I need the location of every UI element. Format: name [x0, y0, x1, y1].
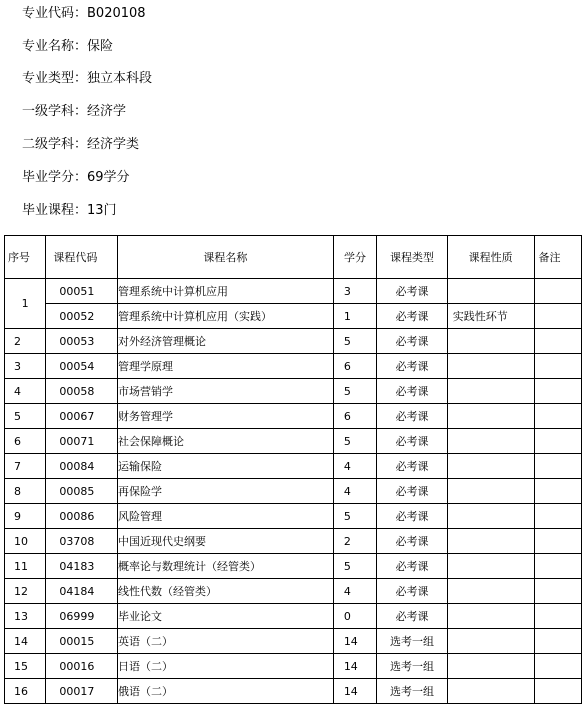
cell-code: 00015: [46, 629, 118, 654]
header-seq: 序号: [5, 236, 46, 279]
table-row: [5, 529, 582, 554]
cell-credit: 4: [333, 454, 376, 479]
table-row: [5, 554, 582, 579]
cell-credit: 5: [333, 329, 376, 354]
cell-note: [534, 654, 581, 679]
cell-note: [534, 279, 581, 304]
table-row: [5, 329, 582, 354]
cell-type: 选考一组: [377, 629, 448, 654]
table-row: [5, 429, 582, 454]
cell-type: 必考课: [377, 429, 448, 454]
cell-nature: [447, 579, 534, 604]
cell-code: 00086: [46, 504, 118, 529]
cell-note: [534, 554, 581, 579]
cell-credit: 0: [333, 604, 376, 629]
cell-seq: 12: [5, 579, 46, 604]
cell-note: [534, 454, 581, 479]
cell-seq: 4: [5, 379, 46, 404]
cell-nature: [447, 329, 534, 354]
table-row: [5, 479, 582, 504]
cell-nature: [447, 479, 534, 504]
cell-note: [534, 504, 581, 529]
cell-code: 04183: [46, 554, 118, 579]
cell-type: 必考课: [377, 554, 448, 579]
table-body: [5, 279, 582, 704]
header-type: 课程类型: [377, 236, 448, 279]
cell-seq: 6: [5, 429, 46, 454]
table-row: [5, 404, 582, 429]
course-table: [4, 235, 582, 704]
cell-type: 必考课: [377, 504, 448, 529]
cell-type: 必考课: [377, 329, 448, 354]
cell-seq: 10: [5, 529, 46, 554]
cell-credit: 14: [333, 629, 376, 654]
cell-nature: [447, 429, 534, 454]
cell-name: 线性代数（经管类）: [117, 579, 333, 604]
cell-credit: 5: [333, 379, 376, 404]
cell-nature: [447, 379, 534, 404]
table-row: [5, 354, 582, 379]
cell-name: 日语（二）: [117, 654, 333, 679]
cell-credit: 5: [333, 554, 376, 579]
cell-code: 00058: [46, 379, 118, 404]
info-major-code: 专业代码：B020108: [22, 6, 146, 21]
table-row: [5, 304, 582, 329]
header-name: 课程名称: [117, 236, 333, 279]
cell-seq: 15: [5, 654, 46, 679]
cell-code: 00051: [46, 279, 118, 304]
cell-type: 必考课: [377, 604, 448, 629]
cell-nature: [447, 504, 534, 529]
cell-name: 概率论与数理统计（经管类）: [117, 554, 333, 579]
cell-seq: 8: [5, 479, 46, 504]
cell-name: 市场营销学: [117, 379, 333, 404]
info-graduation-courses: 毕业课程：13门: [22, 203, 117, 218]
cell-type: 必考课: [377, 479, 448, 504]
cell-nature: [447, 554, 534, 579]
cell-type: 选考一组: [377, 654, 448, 679]
cell-note: [534, 529, 581, 554]
cell-note: [534, 679, 581, 704]
cell-name: 管理系统中计算机应用（实践）: [117, 304, 333, 329]
cell-name: 风险管理: [117, 504, 333, 529]
table-row: [5, 604, 582, 629]
cell-name: 俄语（二）: [117, 679, 333, 704]
cell-name: 英语（二）: [117, 629, 333, 654]
cell-seq: 3: [5, 354, 46, 379]
cell-type: 必考课: [377, 279, 448, 304]
header-nature: 课程性质: [447, 236, 534, 279]
cell-code: 06999: [46, 604, 118, 629]
cell-type: 必考课: [377, 354, 448, 379]
cell-credit: 14: [333, 654, 376, 679]
cell-nature: 实践性环节: [447, 304, 534, 329]
cell-credit: 5: [333, 504, 376, 529]
cell-credit: 3: [333, 279, 376, 304]
cell-note: [534, 479, 581, 504]
cell-name: 管理学原理: [117, 354, 333, 379]
cell-type: 必考课: [377, 454, 448, 479]
cell-credit: 1: [333, 304, 376, 329]
cell-seq: 9: [5, 504, 46, 529]
cell-type: 必考课: [377, 379, 448, 404]
cell-code: 00016: [46, 654, 118, 679]
cell-code: 00071: [46, 429, 118, 454]
cell-note: [534, 354, 581, 379]
cell-seq: 7: [5, 454, 46, 479]
header-code: 课程代码: [46, 236, 118, 279]
cell-credit: 4: [333, 579, 376, 604]
info-major-type: 专业类型：独立本科段: [22, 71, 153, 86]
info-graduation-credits: 毕业学分：69学分: [22, 170, 130, 185]
cell-type: 必考课: [377, 579, 448, 604]
cell-code: 00084: [46, 454, 118, 479]
cell-credit: 6: [333, 404, 376, 429]
cell-seq: 11: [5, 554, 46, 579]
cell-note: [534, 579, 581, 604]
cell-credit: 14: [333, 679, 376, 704]
cell-seq: 16: [5, 679, 46, 704]
cell-code: 00054: [46, 354, 118, 379]
cell-code: 03708: [46, 529, 118, 554]
table-row: [5, 279, 582, 304]
cell-nature: [447, 654, 534, 679]
cell-credit: 5: [333, 429, 376, 454]
cell-credit: 6: [333, 354, 376, 379]
table-row: [5, 579, 582, 604]
cell-credit: 4: [333, 479, 376, 504]
cell-nature: [447, 679, 534, 704]
cell-seq: 1: [5, 279, 46, 329]
cell-name: 管理系统中计算机应用: [117, 279, 333, 304]
table-row: [5, 629, 582, 654]
cell-note: [534, 329, 581, 354]
table-header-row: [5, 236, 582, 279]
header-credit: 学分: [333, 236, 376, 279]
cell-code: 00052: [46, 304, 118, 329]
cell-seq: 13: [5, 604, 46, 629]
cell-note: [534, 404, 581, 429]
info-major-name: 专业名称：保险: [22, 39, 114, 54]
cell-seq: 5: [5, 404, 46, 429]
info-primary-discipline: 一级学科：经济学: [22, 104, 127, 119]
cell-name: 社会保障概论: [117, 429, 333, 454]
cell-name: 运输保险: [117, 454, 333, 479]
cell-nature: [447, 454, 534, 479]
cell-code: 00085: [46, 479, 118, 504]
table-row: [5, 654, 582, 679]
cell-name: 对外经济管理概论: [117, 329, 333, 354]
cell-seq: 14: [5, 629, 46, 654]
cell-nature: [447, 529, 534, 554]
cell-name: 再保险学: [117, 479, 333, 504]
table-row: [5, 679, 582, 704]
cell-nature: [447, 354, 534, 379]
cell-note: [534, 429, 581, 454]
cell-nature: [447, 279, 534, 304]
cell-code: 00053: [46, 329, 118, 354]
cell-name: 财务管理学: [117, 404, 333, 429]
cell-credit: 2: [333, 529, 376, 554]
header-note: 备注: [534, 236, 581, 279]
cell-type: 必考课: [377, 529, 448, 554]
table-row: [5, 379, 582, 404]
cell-code: 04184: [46, 579, 118, 604]
cell-note: [534, 629, 581, 654]
cell-type: 必考课: [377, 304, 448, 329]
cell-note: [534, 379, 581, 404]
cell-seq: 2: [5, 329, 46, 354]
cell-type: 选考一组: [377, 679, 448, 704]
table-row: [5, 454, 582, 479]
cell-note: [534, 304, 581, 329]
cell-name: 中国近现代史纲要: [117, 529, 333, 554]
cell-code: 00017: [46, 679, 118, 704]
cell-code: 00067: [46, 404, 118, 429]
table-row: [5, 504, 582, 529]
cell-nature: [447, 604, 534, 629]
cell-type: 必考课: [377, 404, 448, 429]
cell-note: [534, 604, 581, 629]
cell-nature: [447, 404, 534, 429]
cell-name: 毕业论文: [117, 604, 333, 629]
cell-nature: [447, 629, 534, 654]
info-secondary-discipline: 二级学科：经济学类: [22, 137, 140, 152]
